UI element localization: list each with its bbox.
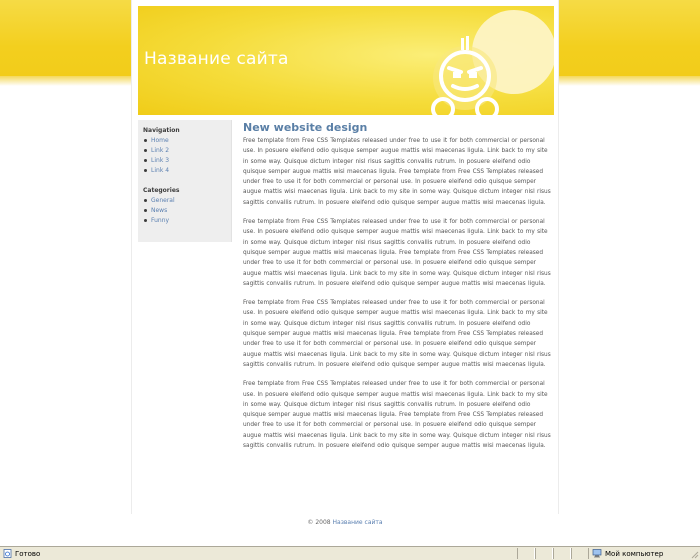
content-title: New website design [243, 121, 368, 134]
footer [131, 519, 559, 526]
status-cell [553, 548, 571, 559]
category-link-news[interactable]: News [143, 206, 175, 216]
site-title[interactable]: Название сайта [144, 49, 289, 69]
resize-grip-icon[interactable] [689, 549, 699, 559]
nav-link-4[interactable]: Link 4 [143, 166, 169, 176]
content-paragraph: Free template from Free CSS Templates released under free to use it for both commercial or personal use. In posuere eleifend odio quisque semper augue mattis wisi maecenas ligula. Link back to my site in some way. Quisque dictum integer nisl risus sagittis convallis rutrum. In posuere eleifend odio quisque semper augue mattis wisi maecenas ligula. Free template from Free CSS Templates released under free to use it for both commercial or personal use. In posuere eleifend odio quisque semper augue mattis wisi maecenas ligula. Link back to my site in some way. Quisque dictum integer nisl risus sagittis convallis rutrum. In posuere eleifend odio quisque semper augue mattis wisi maecenas ligula. [243, 381, 551, 450]
category-link-funny[interactable]: Funny [143, 216, 175, 226]
nav-link-home[interactable]: Home [143, 136, 169, 146]
status-cell [517, 548, 535, 559]
site-header [138, 6, 554, 115]
navigation-list [143, 136, 169, 176]
my-computer-icon [592, 549, 602, 558]
status-cell [535, 548, 553, 559]
mascot-logo-icon [403, 6, 554, 115]
categories-list [143, 196, 175, 226]
category-link-general[interactable]: General [143, 196, 175, 206]
footer-site-link[interactable]: Название сайта [332, 519, 383, 526]
status-left [3, 549, 40, 558]
status-zone [588, 548, 663, 559]
categories-title: Categories [143, 187, 180, 194]
footer-copyright: © 2008 [307, 519, 333, 526]
nav-link-2[interactable]: Link 2 [143, 146, 169, 156]
content-paragraph: Free template from Free CSS Templates released under free to use it for both commercial or personal use. In posuere eleifend odio quisque semper augue mattis wisi maecenas ligula. Link back to my site in some way. Quisque dictum integer nisl risus sagittis convallis rutrum. In posuere eleifend odio quisque semper augue mattis wisi maecenas ligula. Free template from Free CSS Templates released under free to use it for both commercial or personal use. In posuere eleifend odio quisque semper augue mattis wisi maecenas ligula. Link back to my site in some way. Quisque dictum integer nisl risus sagittis convallis rutrum. In posuere eleifend odio quisque semper augue mattis wisi maecenas ligula. [243, 138, 551, 206]
main-content [243, 121, 553, 451]
content-paragraph: Free template from Free CSS Templates released under free to use it for both commercial or personal use. In posuere eleifend odio quisque semper augue mattis wisi maecenas ligula. Link back to my site in some way. Quisque dictum integer nisl risus sagittis convallis rutrum. In posuere eleifend odio quisque semper augue mattis wisi maecenas ligula. Free template from Free CSS Templates released under free to use it for both commercial or personal use. In posuere eleifend odio quisque semper augue mattis wisi maecenas ligula. Link back to my site in some way. Quisque dictum integer nisl risus sagittis convallis rutrum. In posuere eleifend odio quisque semper augue mattis wisi maecenas ligula. [243, 300, 551, 368]
status-cell [571, 548, 589, 559]
nav-link-3[interactable]: Link 3 [143, 156, 169, 166]
zone-text: Мой компьютер [605, 549, 664, 558]
browser-statusbar [0, 546, 700, 560]
navigation-title: Navigation [143, 127, 180, 134]
status-text: Готово [15, 549, 41, 558]
status-cells [517, 548, 589, 559]
content-paragraph: Free template from Free CSS Templates released under free to use it for both commercial or personal use. In posuere eleifend odio quisque semper augue mattis wisi maecenas ligula. Link back to my site in some way. Quisque dictum integer nisl risus sagittis convallis rutrum. In posuere eleifend odio quisque semper augue mattis wisi maecenas ligula. Free template from Free CSS Templates released under free to use it for both commercial or personal use. In posuere eleifend odio quisque semper augue mattis wisi maecenas ligula. Link back to my site in some way. Quisque dictum integer nisl risus sagittis convallis rutrum. In posuere eleifend odio quisque semper augue mattis wisi maecenas ligula. [243, 219, 551, 287]
page-icon [3, 549, 12, 558]
sidebar [138, 120, 232, 242]
